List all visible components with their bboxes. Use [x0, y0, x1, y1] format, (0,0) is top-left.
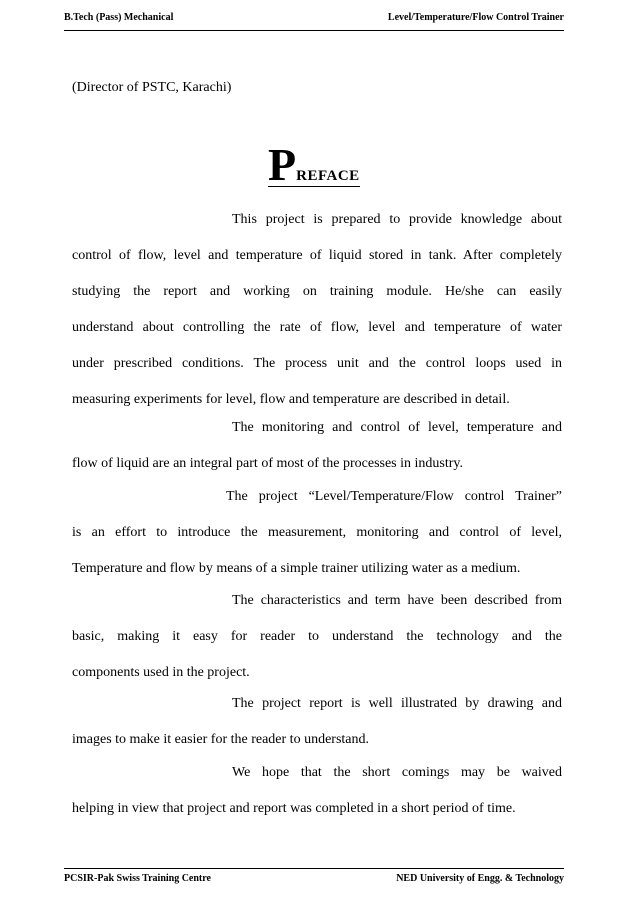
paragraph-3: [72, 487, 562, 579]
title-rest: REFACE: [296, 168, 360, 184]
paragraph-line: We hope that the short comings may be waived: [232, 765, 562, 780]
paragraph-2: [72, 418, 562, 474]
page-header: [64, 12, 564, 31]
paragraph-line: images to make it easier for the reader to understand.: [72, 732, 369, 747]
paragraph-line: components used in the project.: [72, 665, 250, 680]
paragraph-line: The monitoring and control of level, temperature and: [232, 420, 562, 435]
footer-left-text: PCSIR-Pak Swiss Training Centre: [64, 873, 211, 884]
paragraph-line: The project “Level/Temperature/Flow control Trainer”: [226, 489, 562, 504]
paragraph-line: studying the report and working on training module. He/she can easily: [72, 284, 562, 299]
paragraph-4: [72, 591, 562, 683]
title-initial: P: [268, 139, 297, 190]
header-left-text: B.Tech (Pass) Mechanical: [64, 12, 174, 23]
paragraph-line: The characteristics and term have been described from: [232, 593, 562, 608]
paragraph-line: This project is prepared to provide knowledge about: [232, 212, 562, 227]
paragraph-line: is an effort to introduce the measurement, monitoring and control of level,: [72, 525, 562, 540]
paragraph-line: The project report is well illustrated by drawing and: [232, 696, 562, 711]
paragraph-line: basic, making it easy for reader to understand the technology and the: [72, 629, 562, 644]
page-footer: [64, 868, 564, 889]
paragraph-5: [72, 694, 562, 750]
paragraph-line: flow of liquid are an integral part of most of the processes in industry.: [72, 456, 463, 471]
paragraph-line: under prescribed conditions. The process unit and the control loops used in: [72, 356, 562, 371]
paragraph-line: measuring experiments for level, flow and temperature are described in detail.: [72, 392, 510, 407]
paragraph-line: Temperature and flow by means of a simple trainer utilizing water as a medium.: [72, 561, 521, 576]
paragraph-6: [72, 763, 562, 819]
paragraph-line: understand about controlling the rate of flow, level and temperature of water: [72, 320, 562, 335]
paragraph-line: helping in view that project and report was completed in a short period of time.: [72, 801, 516, 816]
paragraph-line: control of flow, level and temperature of liquid stored in tank. After completely: [72, 248, 562, 263]
director-line: (Director of PSTC, Karachi): [72, 80, 232, 95]
paragraph-1: [72, 210, 562, 410]
footer-right-text: NED University of Engg. & Technology: [396, 873, 564, 884]
page-title: [268, 139, 360, 190]
header-right-text: Level/Temperature/Flow Control Trainer: [387, 12, 564, 23]
